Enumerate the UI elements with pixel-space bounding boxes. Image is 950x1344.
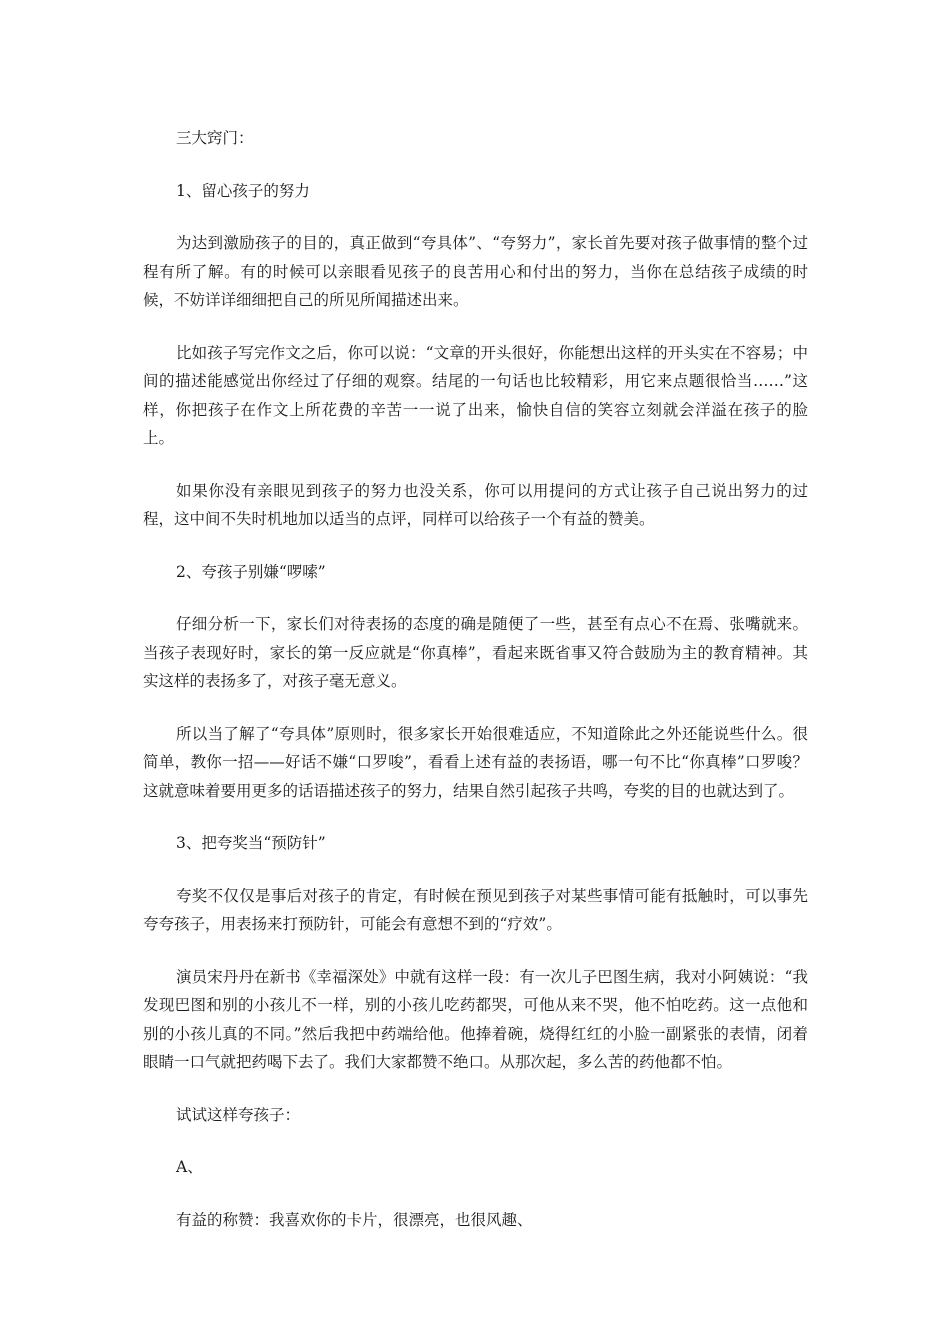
paragraph: 如果你没有亲眼见到孩子的努力也没关系，你可以用提问的方式让孩子自己说出努力的过程，这中间不失时机地加以适当的点评，同样可以给孩子一个有益的赞美。 [143,481,808,528]
tip-3-heading: 3、把夸奖当“预防针” [176,834,326,852]
examples-heading: 试试这样夸孩子： [176,1105,301,1124]
example-a-label: A、 [176,1158,203,1176]
paragraph: 仔细分析一下，家长们对待表扬的态度的确是随便了一些，甚至有点心不在焉、张嘴就来。当孩子表现好时，家长的第一反应就是“你真棒”，看起来既省事又符合鼓励为主的教育精神。其实这样的表扬多了，对孩子毫无意义。 [143,615,808,690]
paragraph: 夸奖不仅仅是事后对孩子的肯定，有时候在预见到孩子对某些事情可能有抵触时，可以事先夸夸孩子，用表扬来打预防针，可能会有意想不到的“疗效”。 [143,886,808,933]
tip-2-heading: 2、夸孩子别嫌“啰嗦” [176,562,326,581]
paragraph: 演员宋丹丹在新书《幸福深处》中就有这样一段：有一次儿子巴图生病，我对小阿姨说：“我发现巴图和别的小孩儿不一样，别的小孩儿吃药都哭，可他从来不哭，他不怕吃药。这一点他和别的小孩儿真的不同。”然后我把中药端给他。他捧着碗，烧得红红的小脸一副紧张的表情，闭着眼睛一口气就把药喝下去了。我们大家都赞不绝口。从那次起，多么苦的药他都不怕。 [143,967,808,1071]
section-intro: 三大窍门： [176,129,254,147]
paragraph: 所以当了解了“夸具体”原则时，很多家长开始很难适应，不知道除此之外还能说些什么。很简单，教你一招——好话不嫌“口罗唆”，看看上述有益的表扬语，哪一句不比“你真棒”口罗唆？这就意味着要用更多的话语描述孩子的努力，结果自然引起孩子共鸣，夸奖的目的也就达到了。 [143,724,808,800]
paragraph: 有益的称赞：我喜欢你的卡片，很漂亮，也很风趣、 [176,1210,533,1229]
paragraph: 比如孩子写完作文之后，你可以说：“文章的开头很好，你能想出这样的开头实在不容易；中间的描述能感觉出你经过了仔细的观察。结尾的一句话也比较精彩，用它来点题很恰当……”这样，你把孩子在作文上所花费的辛苦一一说了出来，愉快自信的笑容立刻就会洋溢在孩子的脸上。 [143,343,808,447]
tip-1-heading: 1、留心孩子的努力 [176,181,310,200]
document-body [143,124,808,1258]
paragraph: 为达到激励孩子的目的，真正做到“夸具体”、“夸努力”，家长首先要对孩子做事情的整个过程有所了解。有的时候可以亲眼看见孩子的良苦用心和付出的努力，当你在总结孩子成绩的时候，不妨详详细细把自己的所见所闻描述出来。 [143,234,808,309]
